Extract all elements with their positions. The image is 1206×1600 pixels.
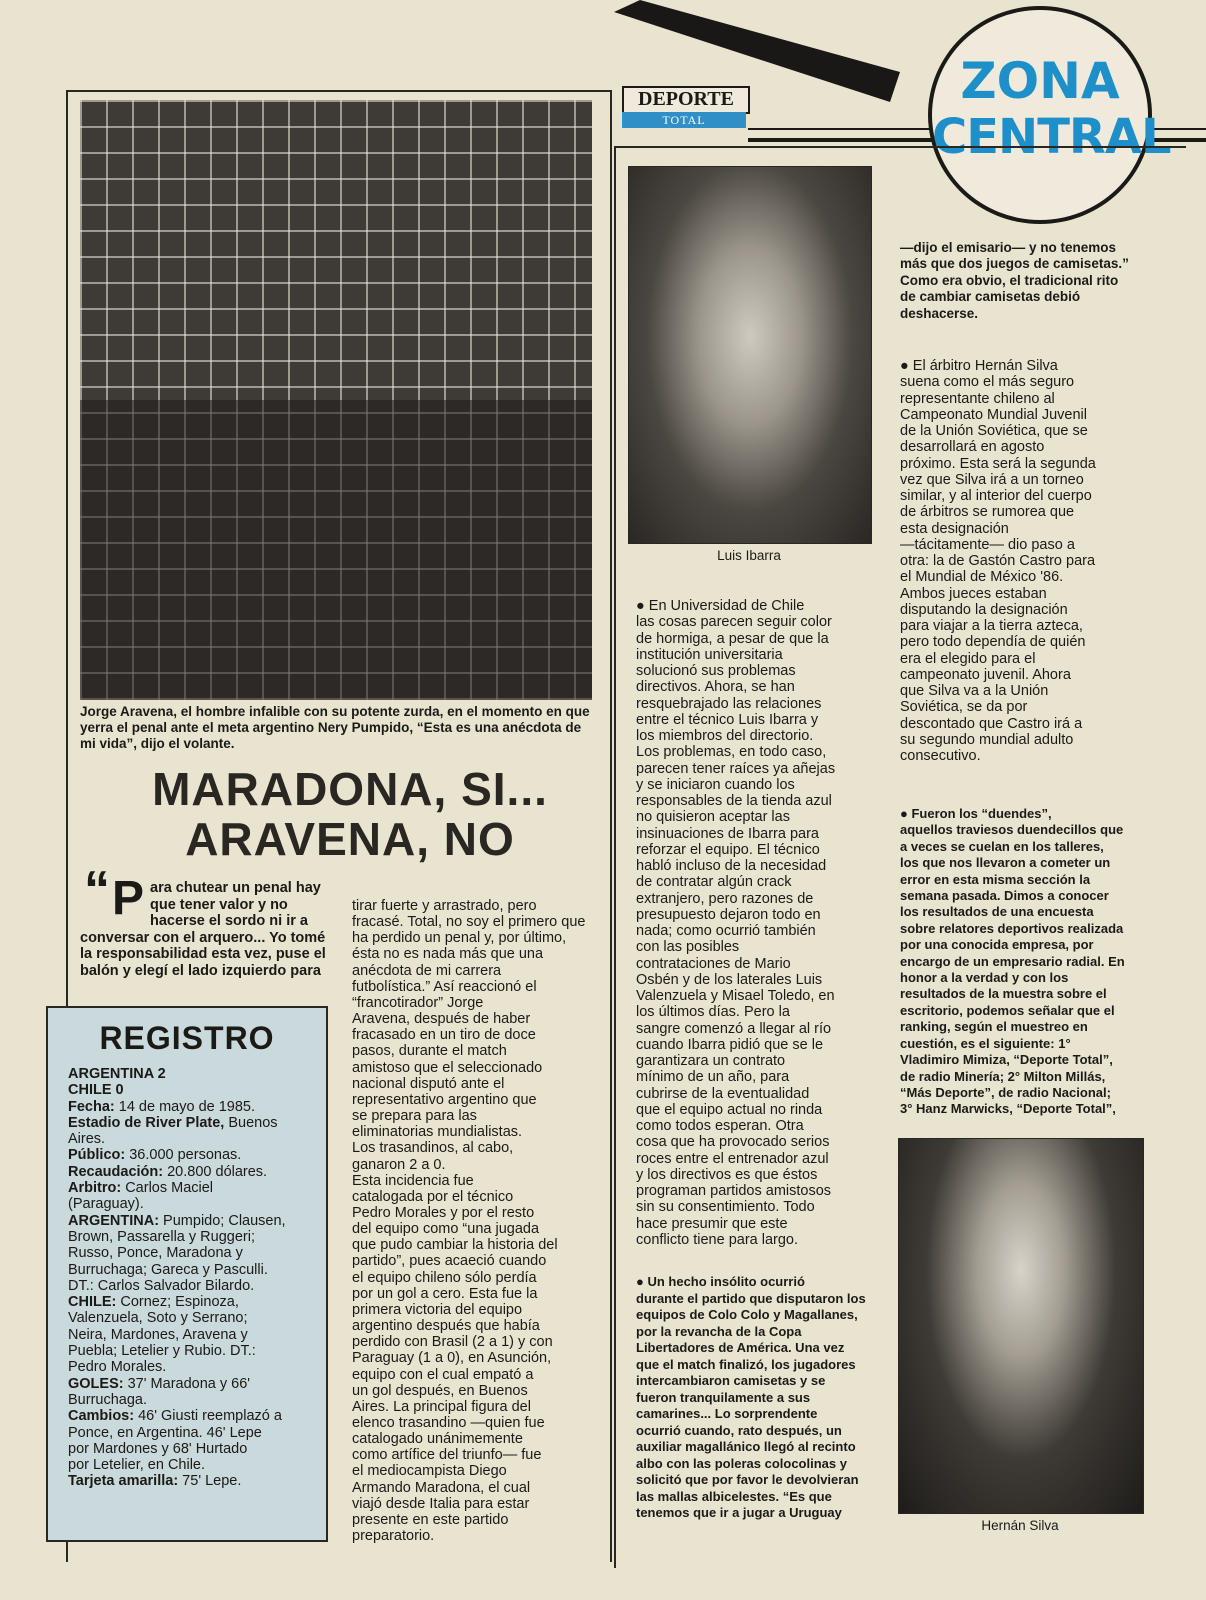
text-line: elenco trasandino —quien fue <box>352 1415 545 1431</box>
registro-line <box>68 1359 320 1375</box>
registro-label: Cambios: <box>68 1408 135 1425</box>
text-line: pasos, durante el match <box>352 1043 507 1060</box>
text-line: a veces se cuelan en los talleres, <box>900 838 1104 854</box>
text-line: albo con las poleras colocolinas y <box>636 1455 847 1471</box>
intro-text <box>80 880 342 979</box>
registro-text: Puebla; Letelier y Rubio. DT.: <box>68 1343 256 1360</box>
registro-text: Burruchaga. <box>68 1391 147 1408</box>
text-line: presente en este partido <box>352 1511 509 1528</box>
text-line: Valenzuela y Misael Toledo, en <box>636 988 835 1004</box>
text-line: representativo argentino que <box>352 1091 537 1108</box>
text-line: por un gol a cero. Esta fue la <box>352 1285 538 1302</box>
registro-body <box>68 1066 320 1490</box>
text-line: “Más Deporte”, de radio Nacional; <box>900 1084 1111 1100</box>
intro-line: conversar con el arquero... Yo tomé <box>80 929 326 946</box>
penalty-photo <box>80 100 592 700</box>
registro-line <box>68 1376 320 1392</box>
magnifier-handle-icon <box>600 0 900 70</box>
registro-text: Pumpido; Clausen, <box>159 1212 286 1229</box>
text-line: Pedro Morales y por el resto <box>352 1204 535 1221</box>
drop-cap-letter: P <box>112 872 145 925</box>
text-line: “francotirador” Jorge <box>352 994 484 1011</box>
text-line: un gol después, en Buenos <box>352 1382 528 1399</box>
registro-text: Ponce, en Argentina. 46' Lepe <box>68 1424 262 1441</box>
text-line: encargo de un empresario radial. En <box>900 953 1125 969</box>
text-line: y se iniciaron cuando los <box>636 776 795 793</box>
pitch-shade <box>80 400 592 700</box>
text-line: por una conocida empresa, por <box>900 937 1094 953</box>
intro-line: ara chutear un penal hay <box>150 880 321 896</box>
text-line: tenemos que ir a jugar a Uruguay <box>636 1505 842 1520</box>
registro-text: Cornez; Espinoza, <box>116 1294 239 1311</box>
text-line: programan partidos amistosos <box>636 1183 832 1199</box>
text-line: cuando Ibarra pidió que se le <box>636 1036 824 1053</box>
registro-label: ARGENTINA: <box>68 1212 160 1229</box>
text-line: cubrirse de la eventualidad <box>636 1085 810 1102</box>
text-line: directivos. Ahora, se han <box>636 679 795 696</box>
registro-text: 75' Lepe. <box>178 1473 242 1490</box>
text-line: campeonato juvenil. Ahora <box>900 666 1071 683</box>
registro-label: Fecha: <box>68 1098 115 1115</box>
text-line: las cosas parecen seguir color <box>636 614 832 631</box>
text-line: conflicto tiene para largo. <box>636 1231 799 1248</box>
text-line: honor a la verdad y con los <box>900 970 1069 986</box>
registro-text: Brown, Passarella y Ruggeri; <box>68 1228 255 1245</box>
text-line: insinuaciones de Ibarra para <box>636 825 819 842</box>
text-line: entre el técnico Luis Ibarra y <box>636 711 819 728</box>
intro-line: que tener valor y no <box>150 896 288 913</box>
text-line: las mallas albicelestes. “Es que <box>636 1488 832 1504</box>
registro-text: Russo, Ponce, Maradona y <box>68 1245 243 1262</box>
text-line: ● Un hecho insólito ocurrió <box>636 1274 805 1289</box>
registro-label: Recaudación: <box>68 1163 164 1180</box>
registro-text: Aires. <box>68 1131 106 1148</box>
registro-text: por Letelier, en Chile. <box>68 1457 206 1474</box>
text-line: sin su consentimiento. Todo <box>636 1199 815 1216</box>
text-line: ● Fueron los “duendes”, <box>900 806 1052 821</box>
text-line: 3° Hanz Marwicks, “Deporte Total”, <box>900 1101 1116 1117</box>
text-line: su segundo mundial adulto <box>900 731 1074 748</box>
text-line: Libertadores de América. Una vez <box>636 1340 845 1355</box>
text-line: sobre relatores deportivos realizada <box>900 920 1124 936</box>
text-line: el equipo chileno sólo perdía <box>352 1269 537 1286</box>
text-line: del equipo como “una jugada <box>352 1221 540 1238</box>
text-line: los que nos llevaron a cometer un <box>900 855 1111 871</box>
text-line: Aires. La principal figura del <box>352 1398 531 1415</box>
drop-cap-quote: “ <box>84 861 110 919</box>
text-line: desarrollará en agosto <box>900 439 1045 456</box>
text-line: fueron tranquilamente a sus <box>636 1389 811 1405</box>
registro-text: 36.000 personas. <box>125 1147 242 1164</box>
registro-line <box>68 1147 320 1163</box>
text-line: responsables de la tienda azul <box>636 793 832 809</box>
text-line: catalogada por el técnico <box>352 1188 514 1205</box>
text-line: preparatorio. <box>352 1528 435 1545</box>
text-line: mínimo de un año, para <box>636 1069 790 1086</box>
text-line: equipo con el cual empató a <box>352 1366 534 1383</box>
text-line: equipos de Colo Colo y Magallanes, <box>636 1307 858 1322</box>
registro-label: CHILE: <box>68 1294 117 1311</box>
text-line: reforzar el equipo. El técnico <box>636 841 820 858</box>
registro-box <box>46 1006 328 1542</box>
registro-line <box>68 1082 320 1098</box>
text-line: extranjero, pero razones de <box>636 890 814 907</box>
text-line: cosa que ha provocado serios <box>636 1134 830 1151</box>
registro-text: 20.800 dólares. <box>163 1163 268 1180</box>
duendes-article <box>900 806 1170 1118</box>
text-line: de la Unión Soviética, que se <box>900 423 1088 439</box>
registro-line <box>68 1408 320 1424</box>
text-line: de radio Minería; 2° Milton Millás, <box>900 1068 1106 1084</box>
text-line: Campeonato Mundial Juvenil <box>900 406 1087 423</box>
text-line: como todos esperan. Otra <box>636 1118 804 1134</box>
text-line: más que dos juegos de camisetas.” <box>900 256 1129 272</box>
middle-article-column <box>352 898 602 1544</box>
text-line: argentino después que había <box>352 1318 540 1335</box>
registro-line <box>68 1392 320 1408</box>
text-line: resquebrajado las relaciones <box>636 695 822 712</box>
text-line: pero todo dependía de quién <box>900 634 1086 651</box>
text-line: próximo. Esta será la segunda <box>900 455 1096 472</box>
registro-label: GOLES: <box>68 1375 124 1392</box>
hernan-silva-caption: Hernán Silva <box>981 1518 1059 1533</box>
text-line: que pudo cambiar la historia del <box>352 1237 558 1254</box>
luis-ibarra-caption: Luis Ibarra <box>717 548 781 563</box>
text-line: que Silva va a la Unión <box>900 683 1049 699</box>
registro-line <box>68 1343 320 1359</box>
text-line: camarines... Lo sorprendente <box>636 1406 818 1421</box>
text-line: descontado que Castro irá a <box>900 715 1083 732</box>
text-line: ● En Universidad de Chile <box>636 598 805 614</box>
text-line: similar, y al interior del cuerpo <box>900 488 1092 504</box>
intro-line: hacerse el sordo ni ir a <box>150 913 308 929</box>
registro-label: Estadio de River Plate, <box>68 1114 225 1131</box>
text-line: eliminatorias mundialistas. <box>352 1124 523 1141</box>
text-line: ganaron 2 a 0. <box>352 1156 446 1173</box>
text-line: garantizara un contrato <box>636 1053 786 1069</box>
colo-colo-article <box>636 1274 894 1522</box>
registro-line <box>68 1066 320 1082</box>
text-line: aquellos traviesos duendecillos que <box>900 822 1124 838</box>
registro-text: Buenos <box>224 1114 278 1131</box>
text-line: se prepara para las <box>352 1108 477 1125</box>
text-line: Aravena, después de haber <box>352 1011 531 1028</box>
text-line: contrataciones de Mario <box>636 955 791 972</box>
headline-line2: ARAVENA, NO <box>185 813 515 865</box>
text-line: los últimos días. Pero la <box>636 1004 790 1021</box>
text-line: ● El árbitro Hernán Silva <box>900 358 1058 374</box>
text-line: escritorio, podemos señalar que el <box>900 1002 1115 1018</box>
text-line: —dijo el emisario— y no tenemos <box>900 240 1117 255</box>
text-line: Osbén y de los laterales Luis <box>636 971 823 988</box>
text-line: ha perdido un penal y, por último, <box>352 930 567 947</box>
registro-line <box>68 1473 320 1489</box>
section-title-line2: CENTRAL <box>932 109 1171 165</box>
registro-line <box>68 1131 320 1147</box>
registro-line <box>68 1457 320 1473</box>
registro-label: Público: <box>68 1147 126 1164</box>
text-line: perdido con Brasil (2 a 1) y con <box>352 1334 553 1351</box>
text-line: error en esta misma sección la <box>900 871 1091 887</box>
logo-top: DEPORTE <box>622 86 750 114</box>
universidad-de-chile-article <box>636 598 892 1248</box>
text-line: presupuesto dejaron todo en <box>636 906 821 923</box>
text-line: ranking, según el muestreo en <box>900 1019 1088 1035</box>
text-line: de árbitros se rumorea que <box>900 504 1075 521</box>
intro-line: balón y elegí el lado izquierdo para <box>80 962 321 979</box>
text-line: de hormiga, a pesar de que la <box>636 630 829 647</box>
text-line: futbolística.” Así reaccionó el <box>352 978 537 995</box>
text-line: los miembros del directorio. <box>636 728 814 744</box>
text-line: Soviética, se da por <box>900 699 1028 716</box>
registro-text: Burruchaga; Gareca y Pasculli. <box>68 1261 268 1278</box>
text-line: Ambos jueces estaban <box>900 585 1047 602</box>
text-line: hace presumir que este <box>636 1215 788 1232</box>
registro-text: Carlos Maciel <box>121 1180 214 1197</box>
text-line: Paraguay (1 a 0), en Asunción, <box>352 1350 552 1367</box>
text-line: durante el partido que disputaron los <box>636 1290 866 1306</box>
registro-text: Pedro Morales. <box>68 1359 167 1376</box>
text-line: tirar fuerte y arrastrado, pero <box>352 898 537 914</box>
text-line: otra: la de Gastón Castro para <box>900 553 1096 569</box>
text-line: el mediocampista Diego <box>352 1463 507 1480</box>
text-line: resultados de la muestra sobre el <box>900 986 1107 1002</box>
registro-line <box>68 1099 320 1115</box>
registro-line <box>68 1245 320 1261</box>
text-line: viajó desde Italia para estar <box>352 1495 530 1512</box>
registro-line <box>68 1327 320 1343</box>
text-line: institución universitaria <box>636 646 783 663</box>
text-line: esta designación <box>900 520 1009 537</box>
text-line: Como era obvio, el tradicional rito <box>900 272 1119 288</box>
text-line: catalogado unánimemente <box>352 1431 523 1448</box>
registro-line <box>68 1441 320 1457</box>
text-line: auxiliar magallánico llegó al recinto <box>636 1439 856 1454</box>
text-line: nada; como ocurrió también <box>636 923 816 939</box>
text-line: fracasé. Total, no soy el primero que <box>352 914 586 931</box>
registro-line <box>68 1180 320 1196</box>
text-line: disputando la designación <box>900 601 1068 618</box>
registro-label: CHILE 0 <box>68 1082 124 1099</box>
registro-line <box>68 1196 320 1212</box>
registro-text: (Paraguay). <box>68 1196 144 1213</box>
text-line: consecutivo. <box>900 748 981 764</box>
text-line: ocurrió cuando, rato después, un <box>636 1422 842 1438</box>
text-line: Los trasandinos, al cabo, <box>352 1140 514 1157</box>
text-line: sangre comenzó a llegar al río <box>636 1020 832 1037</box>
hernan-silva-photo <box>898 1138 1144 1514</box>
registro-line <box>68 1115 320 1131</box>
text-line: el Mundial de México '86. <box>900 569 1064 586</box>
text-line: Armando Maradona, el cual <box>352 1479 531 1496</box>
text-line: intercambiaron camisetas y se <box>636 1373 826 1388</box>
text-line: cuestión, es el siguiente: 1° <box>900 1035 1071 1051</box>
registro-line <box>68 1294 320 1310</box>
headline-line1: MARADONA, SI... <box>152 763 548 815</box>
text-line: amistoso que el seleccionado <box>352 1059 543 1076</box>
text-line: representante chileno al <box>900 390 1055 407</box>
text-line: —tácitamente— dio paso a <box>900 536 1075 553</box>
luis-ibarra-photo <box>628 166 872 544</box>
text-line: fracasado en un tiro de doce <box>352 1027 536 1044</box>
text-line: suena como el más seguro <box>900 374 1075 391</box>
registro-line <box>68 1213 320 1229</box>
logo-bottom: TOTAL <box>622 112 746 128</box>
text-line: con las posibles <box>636 939 740 956</box>
text-line: que el equipo actual no rinda <box>636 1101 823 1118</box>
text-line: y los directivos es que éstos <box>636 1166 818 1183</box>
text-line: los resultados de una encuesta <box>900 904 1094 920</box>
text-line: solucionó sus problemas <box>636 663 796 679</box>
text-line: anécdota de mi carrera <box>352 962 502 979</box>
text-line: como artífice del triunfo— fue <box>352 1447 542 1464</box>
registro-line <box>68 1164 320 1180</box>
registro-text: por Mardones y 68' Hurtado <box>68 1440 248 1457</box>
text-line: ésta no es nada más que una <box>352 946 544 963</box>
registro-label: ARGENTINA 2 <box>68 1066 166 1082</box>
text-line: habló incluso de la necesidad <box>636 858 827 874</box>
registro-text: 37' Maradona y 66' <box>123 1375 251 1392</box>
registro-text: Neira, Mardones, Aravena y <box>68 1326 248 1343</box>
emisario-text <box>900 240 1160 322</box>
text-line: Los problemas, en todo caso, <box>636 744 827 761</box>
registro-label: Arbitro: <box>68 1180 122 1197</box>
registro-line <box>68 1262 320 1278</box>
registro-line <box>68 1310 320 1326</box>
text-line: solicitó que por favor le devolvieran <box>636 1472 859 1487</box>
text-line: parecen tener raíces ya añejas <box>636 760 836 777</box>
registro-line <box>68 1278 320 1294</box>
text-line: nacional disputó ante el <box>352 1075 505 1092</box>
text-line: semana pasada. Dimos a conocer <box>900 888 1109 904</box>
text-line: para viajar a la tierra azteca, <box>900 618 1083 634</box>
registro-text: 46' Giusti reemplazó a <box>134 1408 282 1425</box>
registro-label: Tarjeta amarilla: <box>68 1473 179 1490</box>
text-line: Esta incidencia fue <box>352 1172 474 1189</box>
section-title-line1: ZONA <box>960 52 1120 110</box>
penalty-photo-caption: Jorge Aravena, el hombre infalible con su potente zurda, en el momento en que yerra el penal ante el meta argentino Nery Pumpido, “Esta es una anécdota de mi vida”, dijo el volante. <box>80 704 590 751</box>
registro-text: Valenzuela, Soto y Serrano; <box>68 1310 248 1327</box>
text-line: Vladimiro Mimiza, “Deporte Total”, <box>900 1052 1113 1068</box>
intro-line: la responsabilidad esta vez, puse el <box>80 946 326 962</box>
hernan-silva-article <box>900 358 1164 764</box>
deporte-total-logo <box>622 86 746 128</box>
text-line: deshacerse. <box>900 305 979 321</box>
registro-title: REGISTRO <box>99 1020 275 1056</box>
registro-text: 14 de mayo de 1985. <box>114 1098 256 1115</box>
registro-text: DT.: Carlos Salvador Bilardo. <box>68 1277 255 1294</box>
text-line: de cambiar camisetas debió <box>900 289 1081 305</box>
text-line: era el elegido para el <box>900 650 1036 667</box>
text-line: primera victoria del equipo <box>352 1301 523 1318</box>
registro-line <box>68 1425 320 1441</box>
text-line: por la revancha de la Copa <box>636 1323 802 1339</box>
text-line: no quisieron aceptar las <box>636 809 790 826</box>
text-line: de contratar algún crack <box>636 874 792 891</box>
text-line: roces entre el entrenador azul <box>636 1150 829 1167</box>
text-line: vez que Silva irá a un torneo <box>900 471 1084 488</box>
text-line: partido”, pues acaeció cuando <box>352 1253 547 1270</box>
registro-line <box>68 1229 320 1245</box>
text-line: que el match finalizó, los jugadores <box>636 1356 856 1372</box>
